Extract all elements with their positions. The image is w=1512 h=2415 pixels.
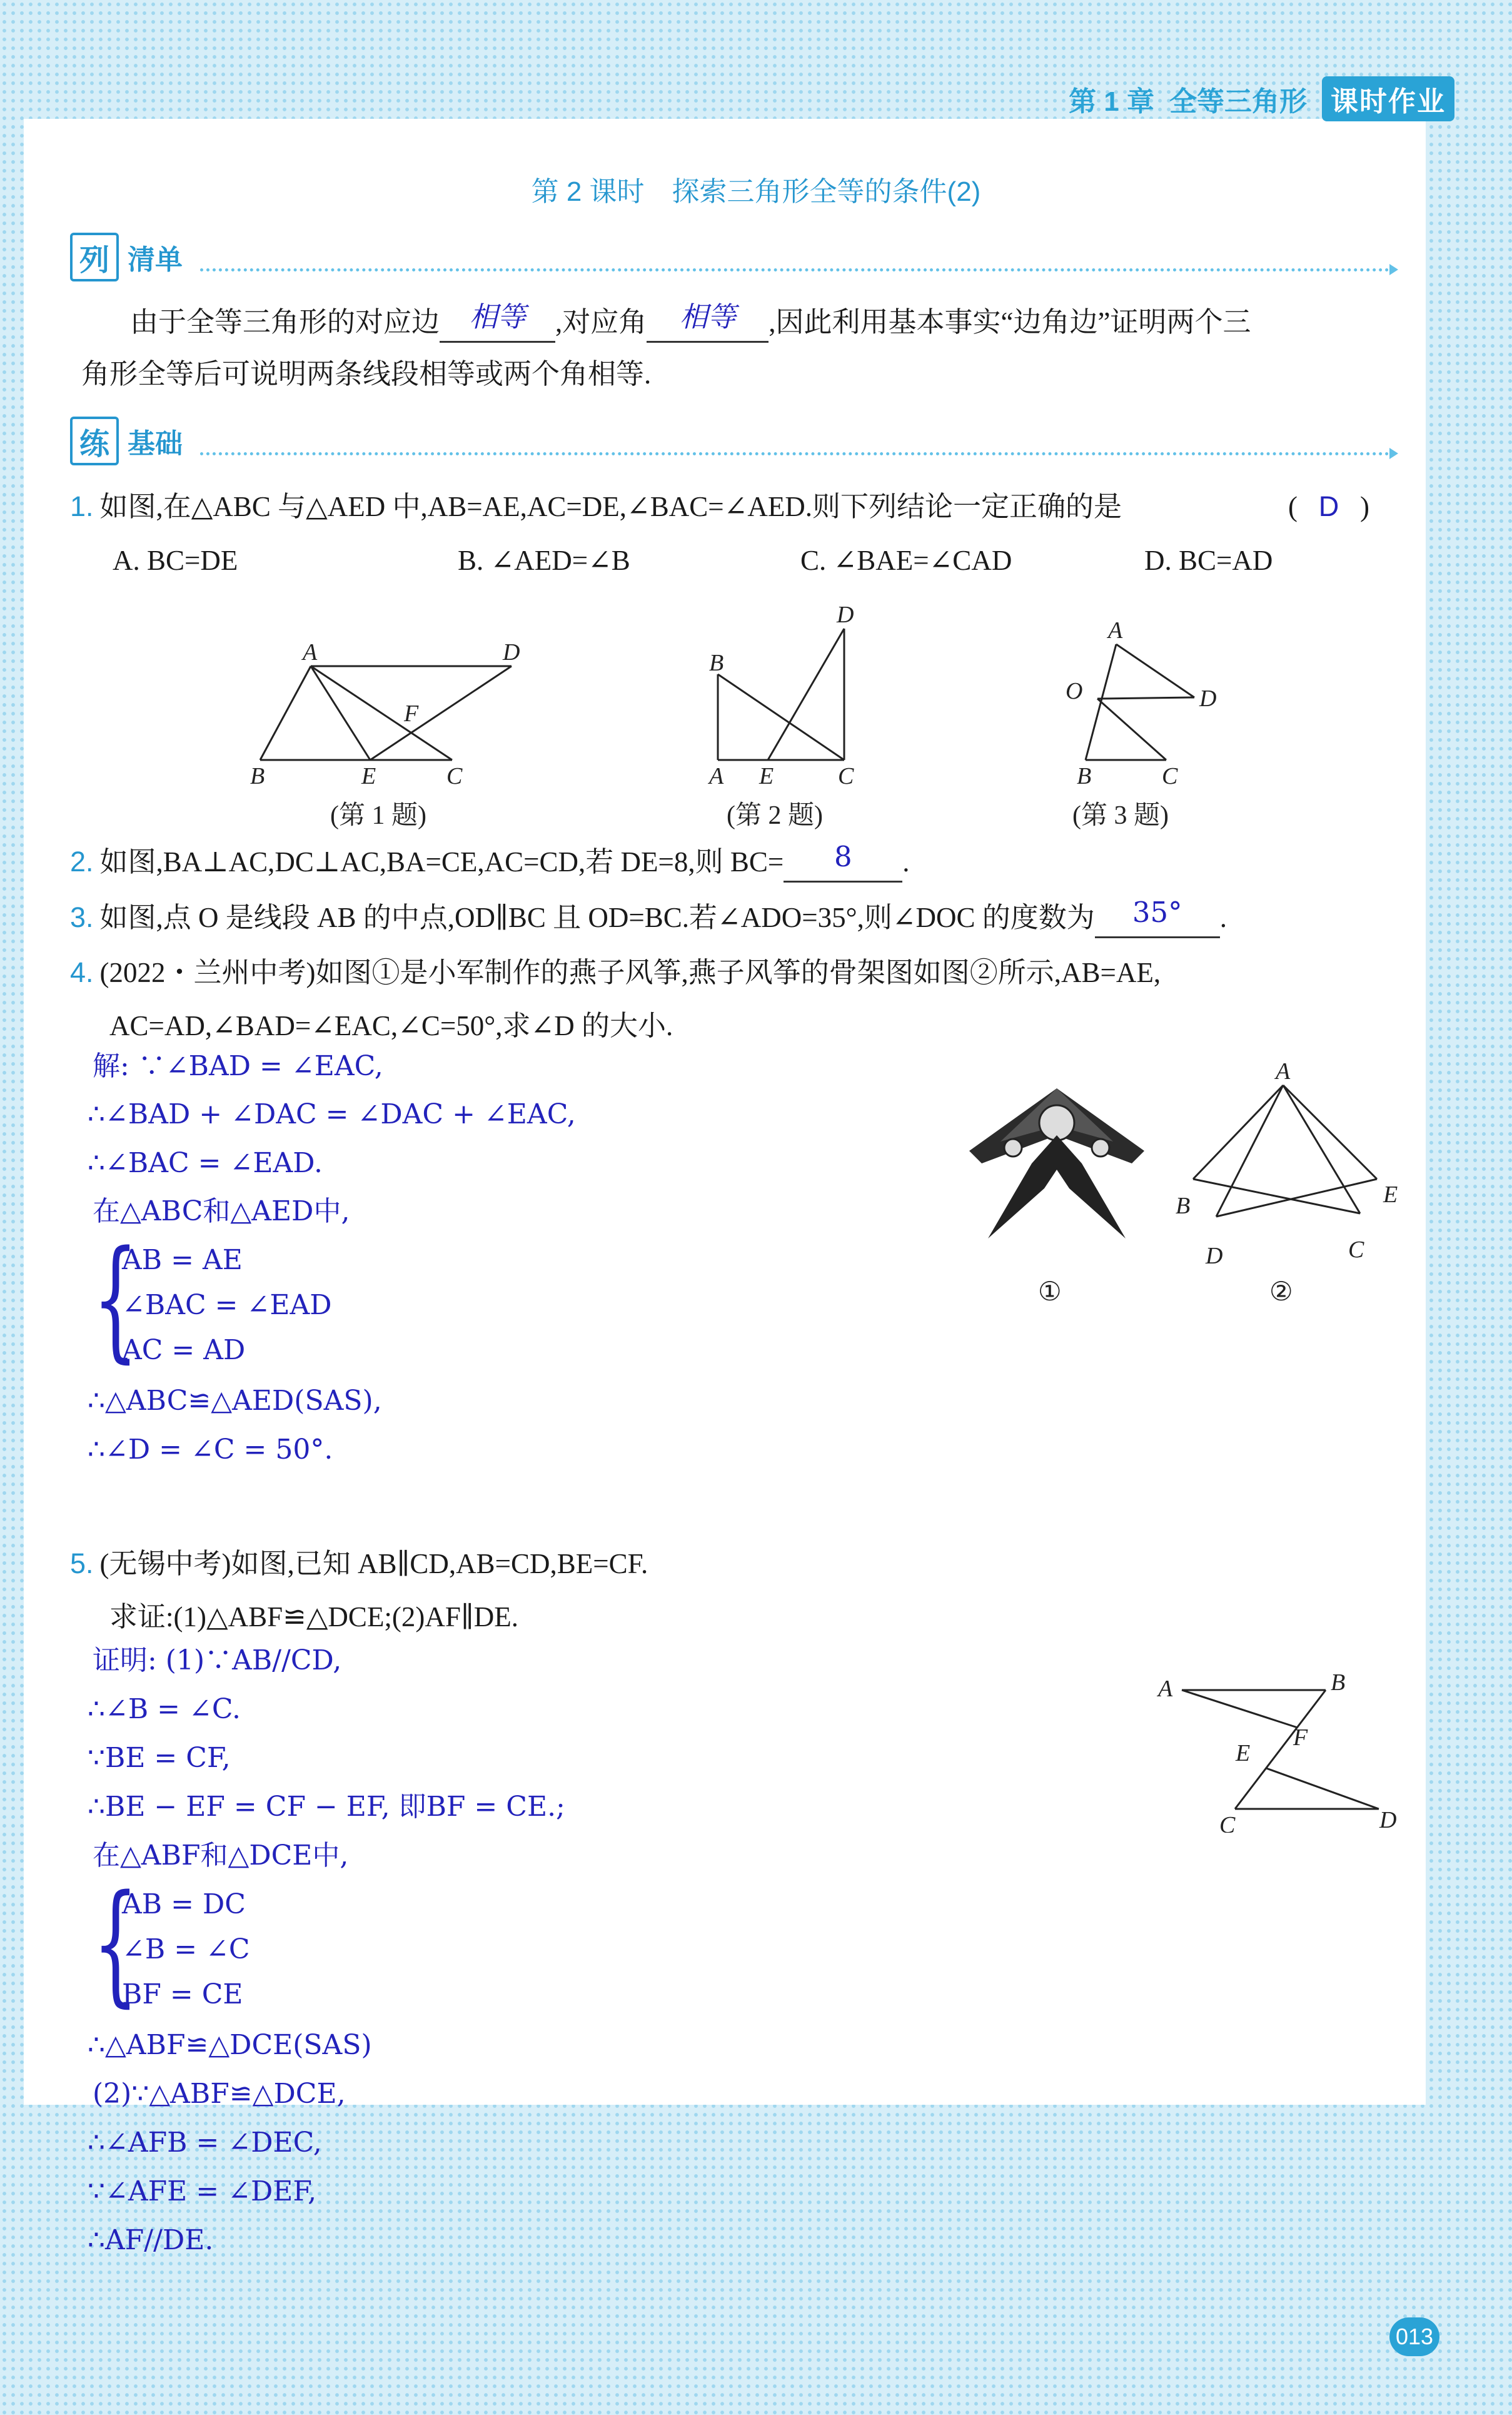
section-practice-header bbox=[70, 417, 183, 465]
q5-solution-line: (2)∵△ABF≌△DCE, bbox=[93, 2078, 346, 2110]
label-c: C bbox=[1162, 763, 1178, 789]
question-3-blank bbox=[1095, 896, 1220, 938]
list-blank-2 bbox=[647, 300, 769, 343]
list-blank-1 bbox=[440, 300, 555, 343]
list-label: 清单 bbox=[128, 244, 183, 276]
label-e: E bbox=[1236, 1740, 1251, 1766]
label-d: D bbox=[1199, 686, 1217, 712]
q4-condition: ∠BAC = ∠EAD bbox=[122, 1289, 332, 1321]
question-number: 2. bbox=[70, 846, 94, 878]
list-text-part2: ,对应角 bbox=[555, 306, 647, 338]
label-f: F bbox=[404, 701, 419, 727]
kite-image bbox=[963, 1063, 1151, 1238]
q4-condition: AC = AD bbox=[122, 1334, 246, 1366]
label-o: O bbox=[1066, 678, 1083, 704]
question-text: (无锡中考)如图,已知 AB∥CD,AB=CD,BE=CF. bbox=[99, 1548, 648, 1579]
q4-solution-line: 解: ∵∠BAD = ∠EAC, bbox=[93, 1050, 383, 1082]
figure-3 bbox=[1032, 610, 1244, 791]
question-1-answer-paren bbox=[1288, 488, 1369, 525]
q5-solution-line: ∵BE = CF, bbox=[88, 1742, 231, 1774]
figure-4-caption-2: ② bbox=[1269, 1278, 1293, 1307]
label-c: C bbox=[1348, 1237, 1364, 1263]
label-a: A bbox=[303, 639, 318, 666]
q4-solution-line: ∴△ABC≌△AED(SAS), bbox=[88, 1385, 382, 1417]
question-2-blank bbox=[784, 840, 902, 883]
question-2-answer: 8 bbox=[834, 840, 852, 873]
q5-condition: AB = DC bbox=[122, 1888, 246, 1920]
q4-brace: { bbox=[93, 1222, 139, 1375]
label-a: A bbox=[1158, 1676, 1173, 1702]
q4-solution-line: ∴∠D = ∠C = 50°. bbox=[88, 1434, 333, 1466]
figure-4-caption-1: ① bbox=[1038, 1278, 1062, 1307]
label-a: A bbox=[1108, 617, 1123, 644]
label-c: C bbox=[446, 763, 463, 789]
label-c: C bbox=[1219, 1812, 1236, 1833]
q5-solution-line: ∵∠AFE = ∠DEF, bbox=[88, 2175, 317, 2207]
list-badge: 列 bbox=[70, 233, 119, 281]
question-1-answer: D bbox=[1318, 490, 1339, 522]
option-b: B. ∠AED=∠B bbox=[458, 545, 630, 576]
option-d: D. BC=AD bbox=[1144, 545, 1273, 576]
figure-2 bbox=[688, 594, 875, 794]
label-b: B bbox=[250, 763, 265, 789]
chapter-title: 全等三角形 bbox=[1169, 86, 1307, 117]
list-line-2: 角形全等后可说明两条线段相等或两个角相等. bbox=[81, 358, 652, 390]
q4-solution-line: 在△ABC和△AED中, bbox=[93, 1195, 350, 1227]
question-5-line-1 bbox=[70, 1545, 648, 1582]
question-1 bbox=[70, 488, 1122, 525]
q4-solution-line: ∴∠BAD + ∠DAC = ∠DAC + ∠EAC, bbox=[88, 1098, 576, 1130]
q5-solution-line: ∴∠B = ∠C. bbox=[88, 1693, 241, 1725]
page-header bbox=[1069, 74, 1454, 124]
section-divider bbox=[200, 452, 1389, 455]
q5-solution-line: ∴BE − EF = CF − EF, 即BF = CE.; bbox=[88, 1791, 565, 1823]
question-5-line-2: 求证:(1)△ABF≌△DCE;(2)AF∥DE. bbox=[109, 1601, 518, 1633]
list-text-part3: ,因此利用基本事实“边角边”证明两个三 bbox=[769, 306, 1251, 338]
q4-solution-line: ∴∠BAC = ∠EAD. bbox=[88, 1147, 323, 1179]
label-d: D bbox=[837, 602, 854, 628]
q5-condition: ∠B = ∠C bbox=[122, 1933, 250, 1965]
question-number: 4. bbox=[70, 956, 94, 988]
list-text-part1: 由于全等三角形的对应边 bbox=[130, 306, 440, 338]
q5-solution-line: 证明: (1)∵AB//CD, bbox=[93, 1644, 342, 1676]
label-f: F bbox=[1293, 1724, 1308, 1751]
figure-2-caption: (第 2 题) bbox=[727, 801, 823, 830]
question-text: 如图,点 O 是线段 AB 的中点,OD∥BC 且 OD=BC.若∠ADO=35°,则∠DOC 的度数为 bbox=[99, 902, 1095, 933]
figure-1-caption: (第 1 题) bbox=[330, 801, 426, 830]
page-number: 013 bbox=[1389, 2317, 1439, 2356]
option-c: C. ∠BAE=∠CAD bbox=[800, 545, 1012, 576]
figure-4 bbox=[1163, 1063, 1401, 1276]
q5-condition: BF = CE bbox=[122, 1978, 243, 2010]
question-4-line-1 bbox=[70, 954, 1161, 991]
option-a: A. BC=DE bbox=[113, 545, 238, 576]
label-c: C bbox=[838, 763, 854, 789]
figure-5 bbox=[1144, 1664, 1407, 1833]
list-line-1 bbox=[130, 300, 1251, 343]
q4-condition: AB = AE bbox=[122, 1244, 243, 1276]
question-3-answer: 35° bbox=[1132, 896, 1182, 929]
question-end: . bbox=[902, 846, 910, 878]
label-d: D bbox=[1206, 1243, 1223, 1269]
label-e: E bbox=[1383, 1182, 1398, 1208]
label-b: B bbox=[1331, 1669, 1346, 1696]
question-text: (2022・兰州中考)如图①是小军制作的燕子风筝,燕子风筝的骨架图如图②所示,AB=AE, bbox=[99, 957, 1161, 988]
section-divider bbox=[200, 268, 1389, 271]
question-text: 如图,BA⊥AC,DC⊥AC,BA=CE,AC=CD,若 DE=8,则 BC= bbox=[99, 846, 784, 878]
question-number: 1. bbox=[70, 490, 94, 522]
q5-solution-line: ∴AF//DE. bbox=[88, 2224, 214, 2256]
paren-open: ( bbox=[1288, 491, 1298, 522]
label-b: B bbox=[709, 650, 724, 676]
q5-solution-line: ∴△ABF≌△DCE(SAS) bbox=[88, 2029, 372, 2061]
label-a: A bbox=[1276, 1063, 1291, 1085]
question-number: 5. bbox=[70, 1547, 94, 1579]
question-end: . bbox=[1219, 902, 1227, 933]
practice-badge: 练 bbox=[70, 417, 119, 465]
label-a: A bbox=[709, 763, 724, 789]
question-number: 3. bbox=[70, 901, 94, 933]
figure-3-caption: (第 3 题) bbox=[1072, 801, 1169, 830]
list-answer-2: 相等 bbox=[679, 300, 736, 333]
practice-label: 基础 bbox=[128, 428, 183, 460]
figure-1 bbox=[238, 629, 538, 797]
label-b: B bbox=[1077, 763, 1092, 789]
lesson-title: 第 2 课时 探索三角形全等的条件(2) bbox=[531, 176, 981, 207]
paren-close: ) bbox=[1360, 491, 1369, 522]
chapter-number: 第 1 章 bbox=[1069, 86, 1154, 117]
brand-badge: 课时作业 bbox=[1322, 76, 1454, 121]
question-3 bbox=[70, 896, 1227, 938]
label-e: E bbox=[759, 763, 774, 789]
label-e: E bbox=[361, 763, 376, 789]
section-list-header bbox=[70, 233, 183, 281]
question-4-line-2: AC=AD,∠BAD=∠EAC,∠C=50°,求∠D 的大小. bbox=[109, 1010, 673, 1041]
q5-solution-line: ∴∠AFB = ∠DEC, bbox=[88, 2127, 322, 2159]
label-d: D bbox=[503, 639, 520, 666]
q5-brace: { bbox=[93, 1866, 139, 2020]
question-2 bbox=[70, 840, 910, 883]
list-answer-1: 相等 bbox=[469, 300, 526, 333]
question-text: 如图,在△ABC 与△AED 中,AB=AE,AC=DE,∠BAC=∠AED.则下列结论一定正确的是 bbox=[99, 491, 1122, 522]
q5-solution-line: 在△ABF和△DCE中, bbox=[93, 1840, 349, 1871]
label-b: B bbox=[1176, 1193, 1191, 1219]
label-d: D bbox=[1379, 1807, 1397, 1833]
